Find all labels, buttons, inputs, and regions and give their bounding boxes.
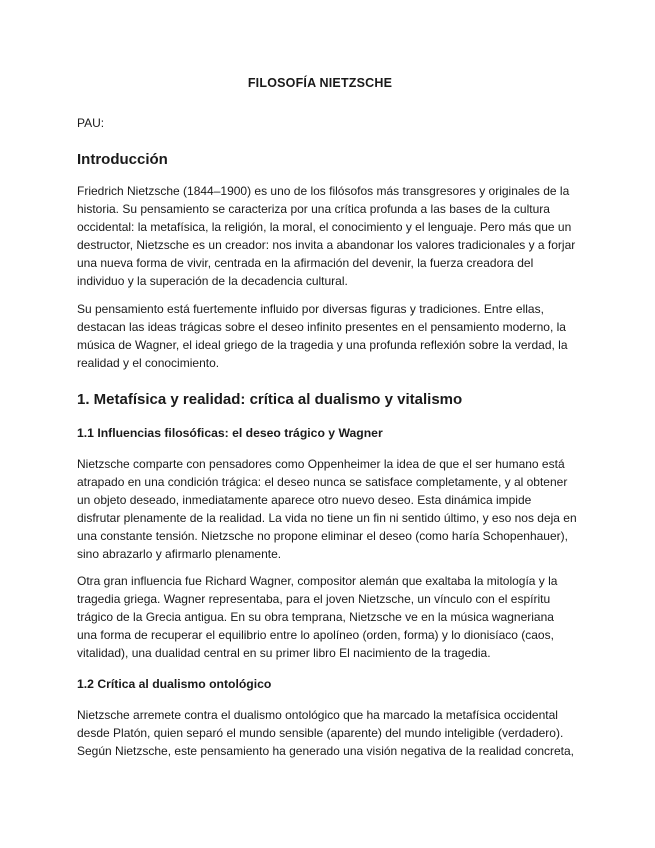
section-1-heading: 1. Metafísica y realidad: crítica al dualismo y vitalismo bbox=[77, 391, 463, 408]
intro-paragraph-2: Su pensamiento está fuertemente influido por diversas figuras y tradiciones. Entre ellas, destacan las ideas trágicas sobre el deseo infinito presentes en el pensamiento moderno, la música de Wagner, el ideal griego de la tragedia y una profunda reflexión sobre la verdad, la realidad y el conocimiento. bbox=[77, 302, 568, 371]
section-1-1-paragraph-1: Nietzsche comparte con pensadores como Oppenheimer la idea de que el ser humano está atrapado en una condición trágica: el deseo nunca se satisface completamente, y al obtener un objeto deseado, inmediatamente aparece otro nuevo deseo. Esta dinámica impide disfrutar plenamente de la realidad. La vida no tiene un fin ni sentido último, y eso nos deja en una constante tensión. Nietzsche no propone eliminar el deseo (como haría Schopenhauer), sino abrazarlo y afirmarlo plenamente. bbox=[77, 457, 577, 562]
section-1-1-heading: 1.1 Influencias filosóficas: el deseo trágico y Wagner bbox=[77, 426, 383, 440]
section-1-1-paragraph-2: Otra gran influencia fue Richard Wagner, compositor alemán que exaltaba la mitología y la tragedia griega. Wagner representaba, para el joven Nietzsche, un vínculo con el espíritu trágico de la Grecia antigua. En su obra temprana, Nietzsche ve en la música wagneriana una forma de recuperar el equilibrio entre lo apolíneo (orden, forma) y lo dionisíaco (caos, vitalidad), una dualidad central en su primer libro El nacimiento de la tragedia. bbox=[77, 574, 558, 661]
section-1-2-paragraph-1: Nietzsche arremete contra el dualismo ontológico que ha marcado la metafísica occidental desde Platón, quien separó el mundo sensible (aparente) del mundo inteligible (verdadero). Según Nietzsche, este pensamiento ha generado una visión negativa de la realidad concreta, bbox=[77, 708, 574, 759]
intro-heading: Introducción bbox=[77, 151, 168, 168]
intro-paragraph-1: Friedrich Nietzsche (1844–1900) es uno de los filósofos más transgresores y originales de la historia. Su pensamiento se caracteriza por una crítica profunda a las bases de la cultura occidental: la metafísica, la religión, la moral, el conocimiento y el lenguaje. Pero más que un destructor, Nietzsche es un creador: nos invita a abandonar los valores tradicionales y a forjar una nueva forma de vivir, centrada en la afirmación del devenir, la fuerza creadora del individuo y la superación de la decadencia cultural. bbox=[77, 184, 576, 289]
section-1-2-heading: 1.2 Crítica al dualismo ontológico bbox=[77, 677, 272, 691]
document-title: FILOSOFÍA NIETZSCHE bbox=[247, 76, 393, 90]
pau-label: PAU: bbox=[77, 116, 105, 130]
